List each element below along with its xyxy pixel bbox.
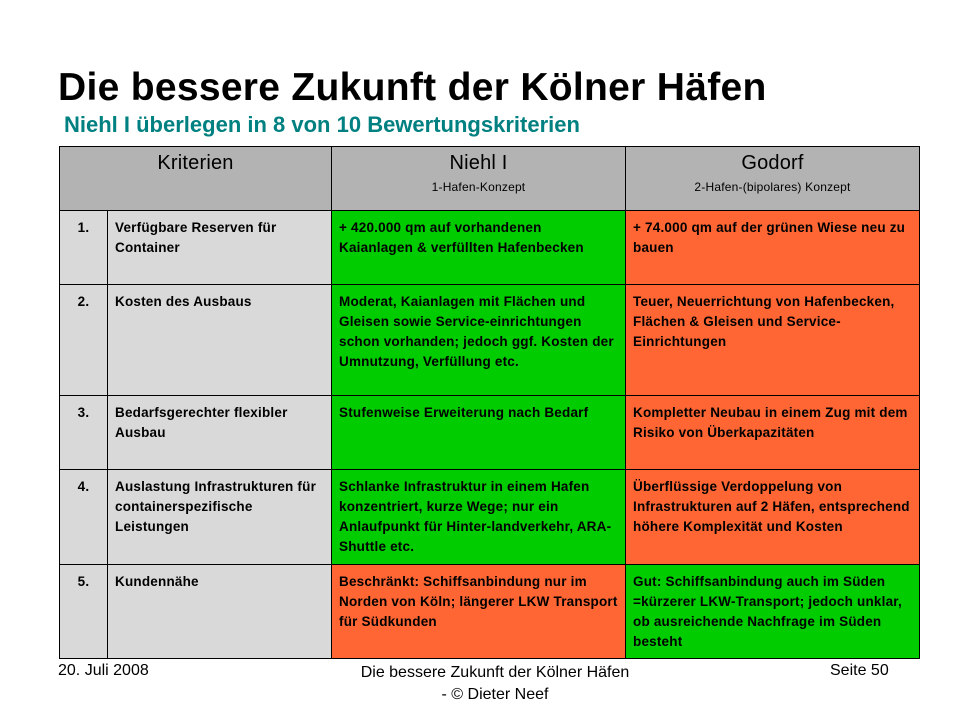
row-criterion: Verfügbare Reserven für Container bbox=[108, 211, 332, 285]
row-criterion: Kosten des Ausbaus bbox=[108, 285, 332, 396]
header-godorf-subtitle: 2-Hafen-(bipolares) Konzept bbox=[694, 180, 851, 194]
row-niehl-assessment: Stufenweise Erweiterung nach Bedarf bbox=[332, 396, 626, 470]
table-row bbox=[60, 285, 920, 396]
header-godorf-title: Godorf bbox=[741, 152, 804, 174]
table-row bbox=[60, 470, 920, 565]
footer-title bbox=[300, 662, 690, 706]
row-niehl-assessment: Schlanke Infrastruktur in einem Hafen konzentriert, kurze Wege; nur ein Anlaufpunkt für Hinter-landverkehr, ARA-Shuttle etc. bbox=[332, 470, 626, 565]
footer-date: 20. Juli 2008 bbox=[58, 662, 149, 679]
row-niehl-assessment: Moderat, Kaianlagen mit Flächen und Gleisen sowie Service-einrichtungen schon vorhanden; jedoch ggf. Kosten der Umnutzung, Verfüllung etc. bbox=[332, 285, 626, 396]
row-godorf-assessment: Teuer, Neuerrichtung von Hafenbecken, Flächen & Gleisen und Service-Einrichtungen bbox=[626, 285, 920, 396]
table-header-row bbox=[60, 147, 920, 211]
row-godorf-assessment: Gut: Schiffsanbindung auch im Süden =kürzerer LKW-Transport; jedoch unklar, ob ausreichende Nachfrage im Süden besteht bbox=[626, 565, 920, 659]
header-niehl-subtitle: 1-Hafen-Konzept bbox=[431, 180, 526, 194]
row-number: 2. bbox=[60, 285, 108, 396]
footer-title-line1: Die bessere Zukunft der Kölner Häfen bbox=[360, 664, 630, 681]
row-criterion: Auslastung Infrastrukturen für containerspezifische Leistungen bbox=[108, 470, 332, 565]
footer-title-line2: - © Dieter Neef bbox=[441, 686, 549, 703]
row-godorf-assessment: + 74.000 qm auf der grünen Wiese neu zu bauen bbox=[626, 211, 920, 285]
table-row bbox=[60, 396, 920, 470]
footer-page-number: Seite 50 bbox=[830, 662, 889, 679]
row-number: 5. bbox=[60, 565, 108, 659]
row-number: 3. bbox=[60, 396, 108, 470]
header-godorf bbox=[626, 147, 920, 211]
header-criteria bbox=[60, 147, 332, 211]
row-niehl-assessment: Beschränkt: Schiffsanbindung nur im Norden von Köln; längerer LKW Transport für Südkunden bbox=[332, 565, 626, 659]
row-criterion: Bedarfsgerechter flexibler Ausbau bbox=[108, 396, 332, 470]
header-niehl-title: Niehl I bbox=[449, 152, 508, 174]
row-number: 1. bbox=[60, 211, 108, 285]
table-row bbox=[60, 211, 920, 285]
row-number: 4. bbox=[60, 470, 108, 565]
slide-subtitle: Niehl I überlegen in 8 von 10 Bewertungskriterien bbox=[64, 112, 580, 137]
row-godorf-assessment: Überflüssige Verdoppelung von Infrastrukturen auf 2 Häfen, entsprechend höhere Komplexität und Kosten bbox=[626, 470, 920, 565]
header-criteria-label: Kriterien bbox=[157, 152, 234, 174]
row-godorf-assessment: Kompletter Neubau in einem Zug mit dem Risiko von Überkapazitäten bbox=[626, 396, 920, 470]
slide-title: Die bessere Zukunft der Kölner Häfen bbox=[58, 66, 767, 109]
criteria-table bbox=[59, 146, 920, 659]
row-niehl-assessment: + 420.000 qm auf vorhandenen Kaianlagen & verfüllten Hafenbecken bbox=[332, 211, 626, 285]
table-row bbox=[60, 565, 920, 659]
row-criterion: Kundennähe bbox=[108, 565, 332, 659]
header-niehl bbox=[332, 147, 626, 211]
